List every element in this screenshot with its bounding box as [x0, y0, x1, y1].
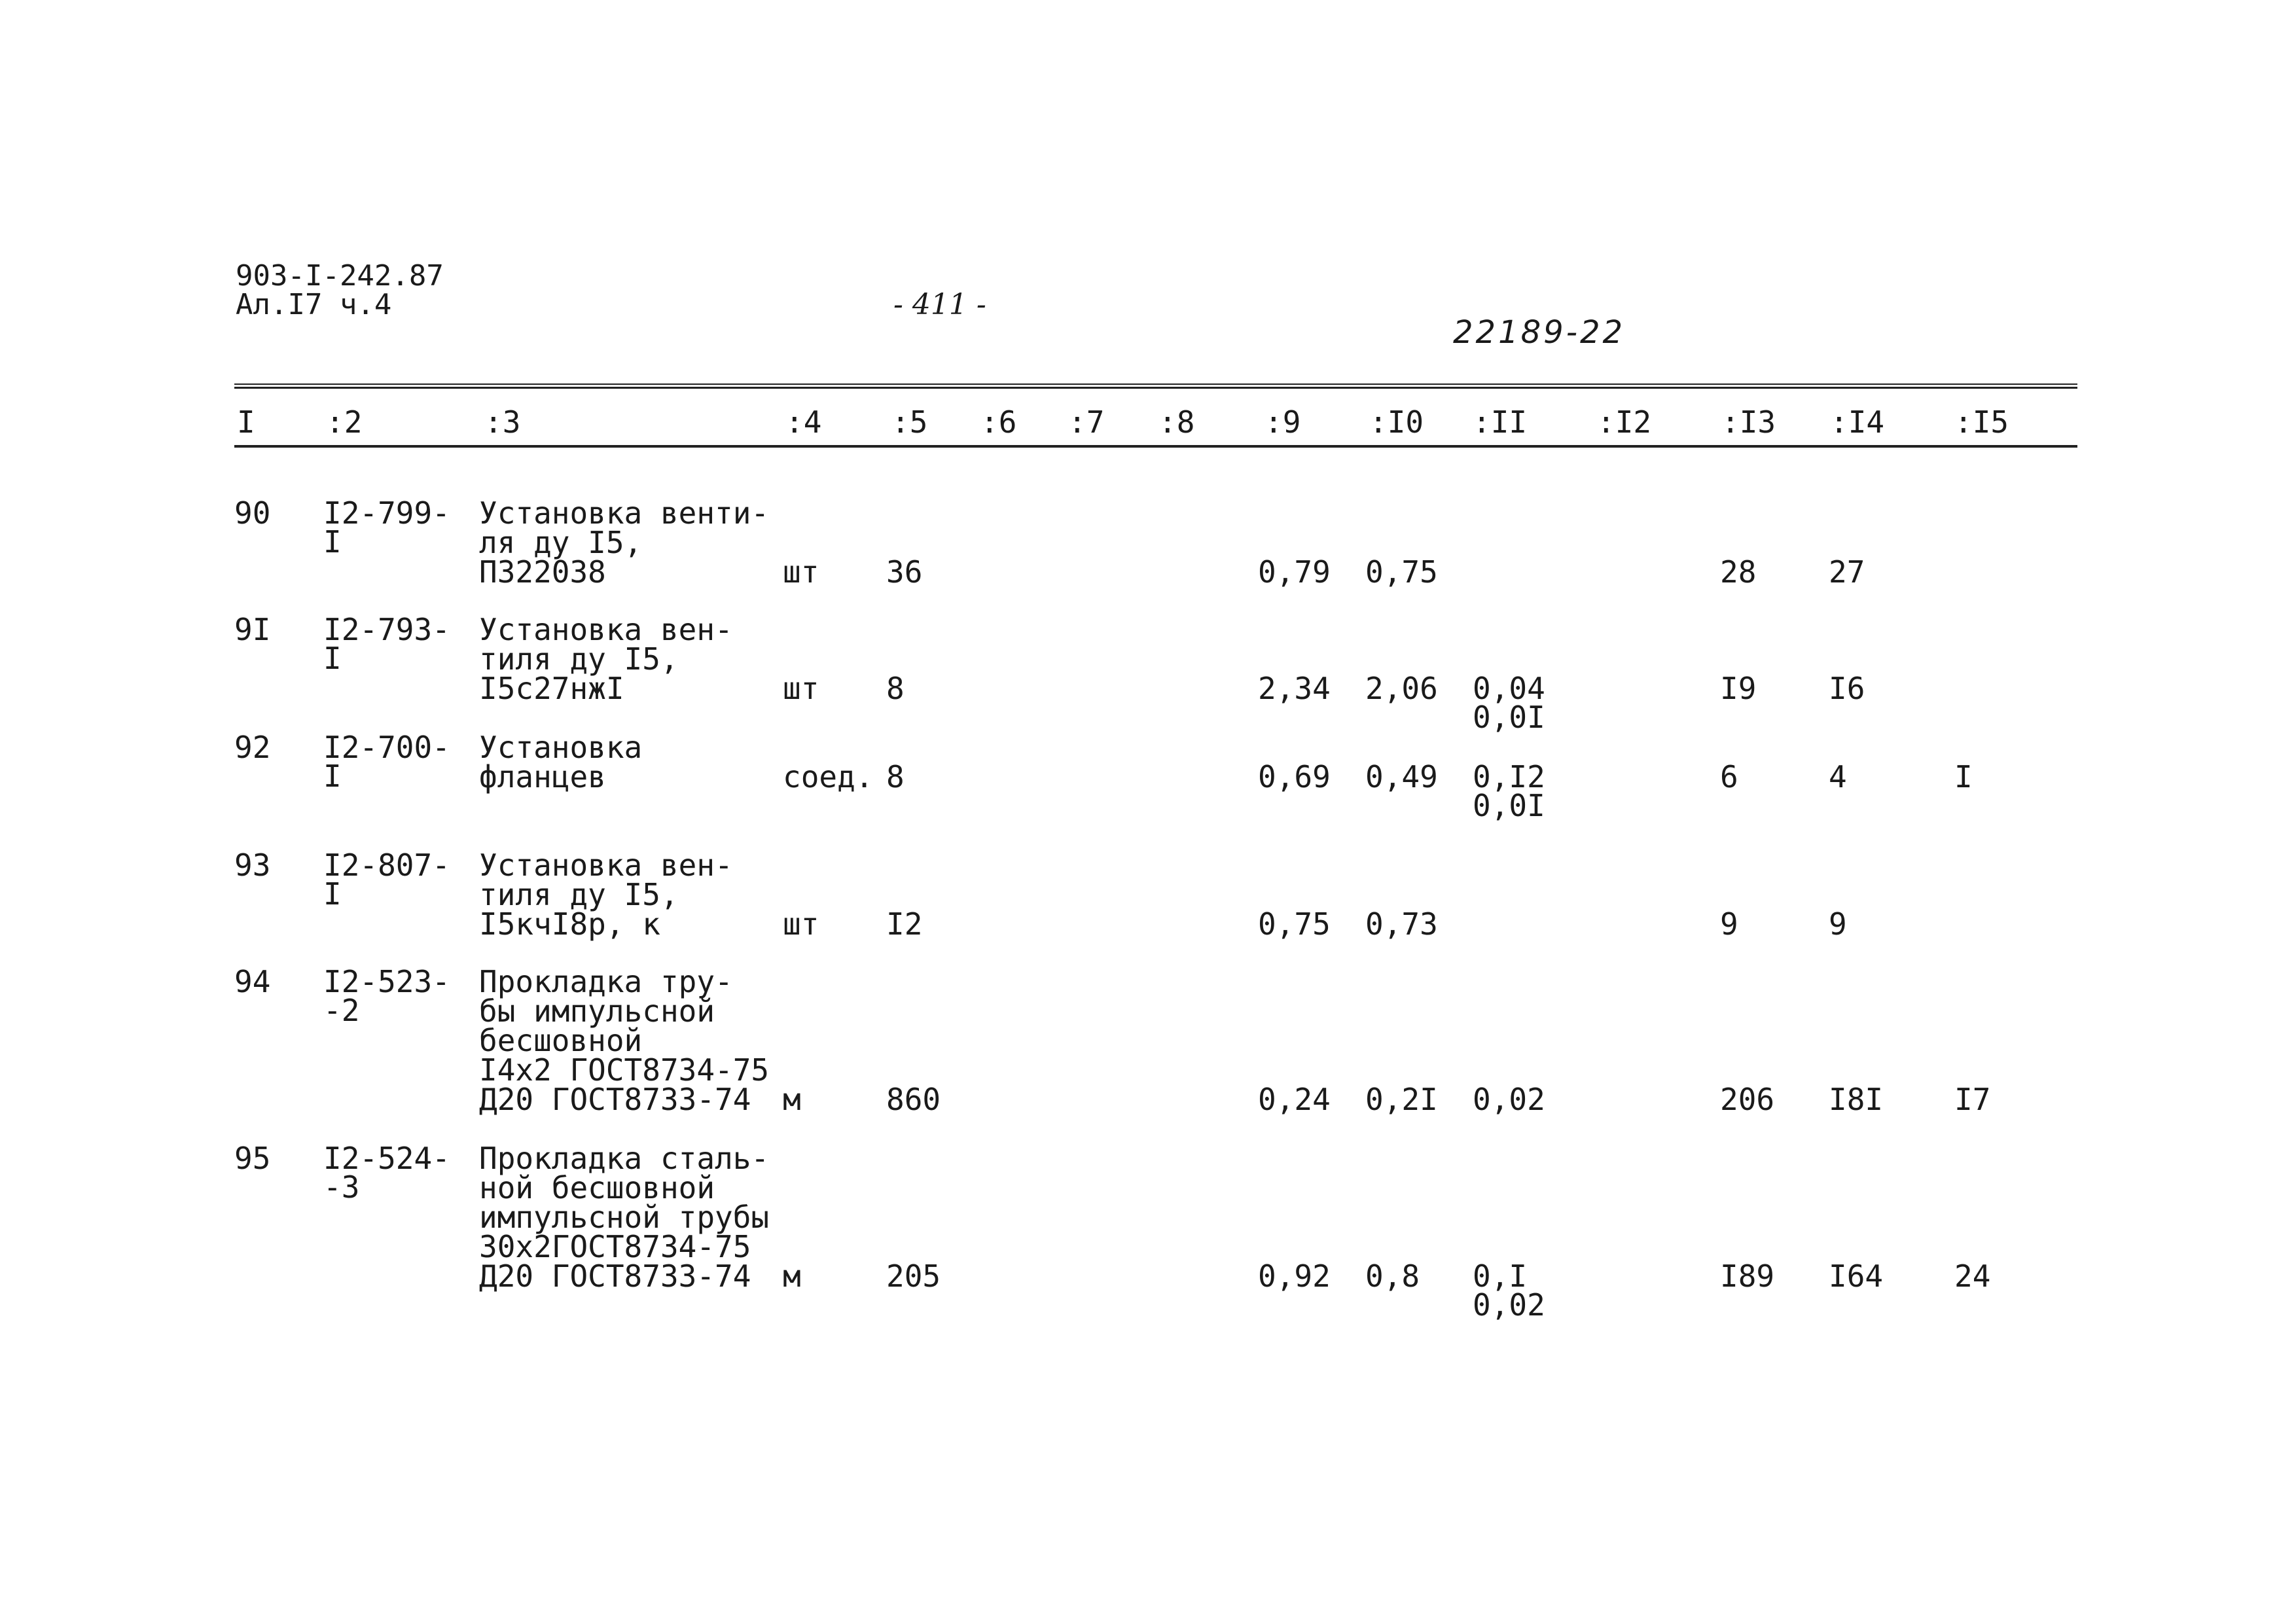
table-top-rule	[234, 383, 2077, 389]
col-13-value: I89	[1720, 1258, 1775, 1294]
col-10-value: 0,2I	[1365, 1082, 1438, 1117]
row-number: 90	[234, 495, 271, 531]
unit: шт	[783, 554, 819, 590]
quantity: 36	[886, 554, 923, 590]
quantity: 8	[886, 759, 905, 794]
document-code: 22189-22	[1453, 314, 1626, 351]
rate-code: I2-799- I	[323, 495, 450, 560]
col-15-value: 24	[1954, 1258, 1991, 1294]
col-9-value: 0,75	[1258, 906, 1331, 942]
row-number: 95	[234, 1141, 271, 1176]
column-header: :5	[891, 404, 928, 440]
col-14-value: I64	[1829, 1258, 1884, 1294]
col-13-value: 206	[1720, 1082, 1775, 1117]
col-9-value: 0,24	[1258, 1082, 1331, 1117]
col-13-value: I9	[1720, 671, 1757, 706]
column-header: :3	[484, 404, 521, 440]
rate-code: I2-523- -2	[323, 964, 450, 1028]
doc-sheet: Ал.I7 ч.4	[236, 288, 392, 321]
col-10-value: 0,73	[1365, 906, 1438, 942]
col-14-value: I6	[1829, 671, 1865, 706]
unit: м	[783, 1258, 801, 1294]
rate-code: I2-807- I	[323, 847, 450, 912]
col-10-value: 2,06	[1365, 671, 1438, 706]
col-10-value: 0,49	[1365, 759, 1438, 794]
rate-code: I2-700- I	[323, 730, 450, 794]
table-header-rule	[234, 445, 2077, 448]
col-9-value: 0,92	[1258, 1258, 1331, 1294]
col-11-value: 0,I 0,02	[1473, 1258, 1545, 1323]
quantity: 860	[886, 1082, 941, 1117]
col-9-value: 0,79	[1258, 554, 1331, 590]
col-13-value: 28	[1720, 554, 1757, 590]
column-header: :9	[1265, 404, 1301, 440]
rate-code: I2-524- -3	[323, 1141, 450, 1205]
column-header: :7	[1068, 404, 1105, 440]
row-number: 92	[234, 730, 271, 765]
unit: м	[783, 1082, 801, 1117]
col-10-value: 0,75	[1365, 554, 1438, 590]
col-9-value: 2,34	[1258, 671, 1331, 706]
quantity: I2	[886, 906, 923, 942]
quantity: 205	[886, 1258, 941, 1294]
doc-number: 903-I-242.87	[236, 259, 444, 293]
col-14-value: I8I	[1829, 1082, 1884, 1117]
column-header: I	[237, 404, 255, 440]
column-header: :I3	[1721, 404, 1776, 440]
work-description: Установка вен- тиля ду I5, I5кчI8р, к	[479, 847, 733, 942]
col-11-value: 0,02	[1473, 1082, 1545, 1117]
col-13-value: 9	[1720, 906, 1738, 942]
work-description: Прокладка сталь- ной бесшовной импульсной трубы 30х2ГОСТ8734-75 Д20 ГОСТ8733-74	[479, 1141, 770, 1294]
unit: шт	[783, 906, 819, 942]
column-header: :6	[980, 404, 1017, 440]
work-description: Установка венти- ля ду I5, П322038	[479, 495, 770, 590]
row-number: 94	[234, 964, 271, 999]
work-description: Установка вен- тиля ду I5, I5с27нжI	[479, 612, 733, 706]
column-header: :I4	[1830, 404, 1885, 440]
col-14-value: 9	[1829, 906, 1847, 942]
unit: шт	[783, 671, 819, 706]
column-header: :8	[1158, 404, 1195, 440]
col-14-value: 27	[1829, 554, 1865, 590]
col-10-value: 0,8	[1365, 1258, 1420, 1294]
col-14-value: 4	[1829, 759, 1847, 794]
unit: соед.	[783, 759, 874, 794]
quantity: 8	[886, 671, 905, 706]
work-description: Установка фланцев	[479, 730, 643, 794]
col-13-value: 6	[1720, 759, 1738, 794]
rate-code: I2-793- I	[323, 612, 450, 676]
col-11-value: 0,I2 0,0I	[1473, 759, 1545, 823]
col-9-value: 0,69	[1258, 759, 1331, 794]
document-header	[236, 259, 444, 321]
column-header: :I2	[1597, 404, 1652, 440]
col-15-value: I7	[1954, 1082, 1991, 1117]
column-header: :I0	[1369, 404, 1424, 440]
col-11-value: 0,04 0,0I	[1473, 671, 1545, 735]
page-number: - 411 -	[893, 288, 986, 321]
work-description: Прокладка тру- бы импульсной бесшовной I4х2 ГОСТ8734-75 Д20 ГОСТ8733-74	[479, 964, 770, 1117]
column-header: :2	[326, 404, 363, 440]
column-header: :I5	[1954, 404, 2009, 440]
col-15-value: I	[1954, 759, 1973, 794]
row-number: 9I	[234, 612, 271, 647]
column-header: :II	[1473, 404, 1528, 440]
row-number: 93	[234, 847, 271, 883]
column-header: :4	[785, 404, 822, 440]
